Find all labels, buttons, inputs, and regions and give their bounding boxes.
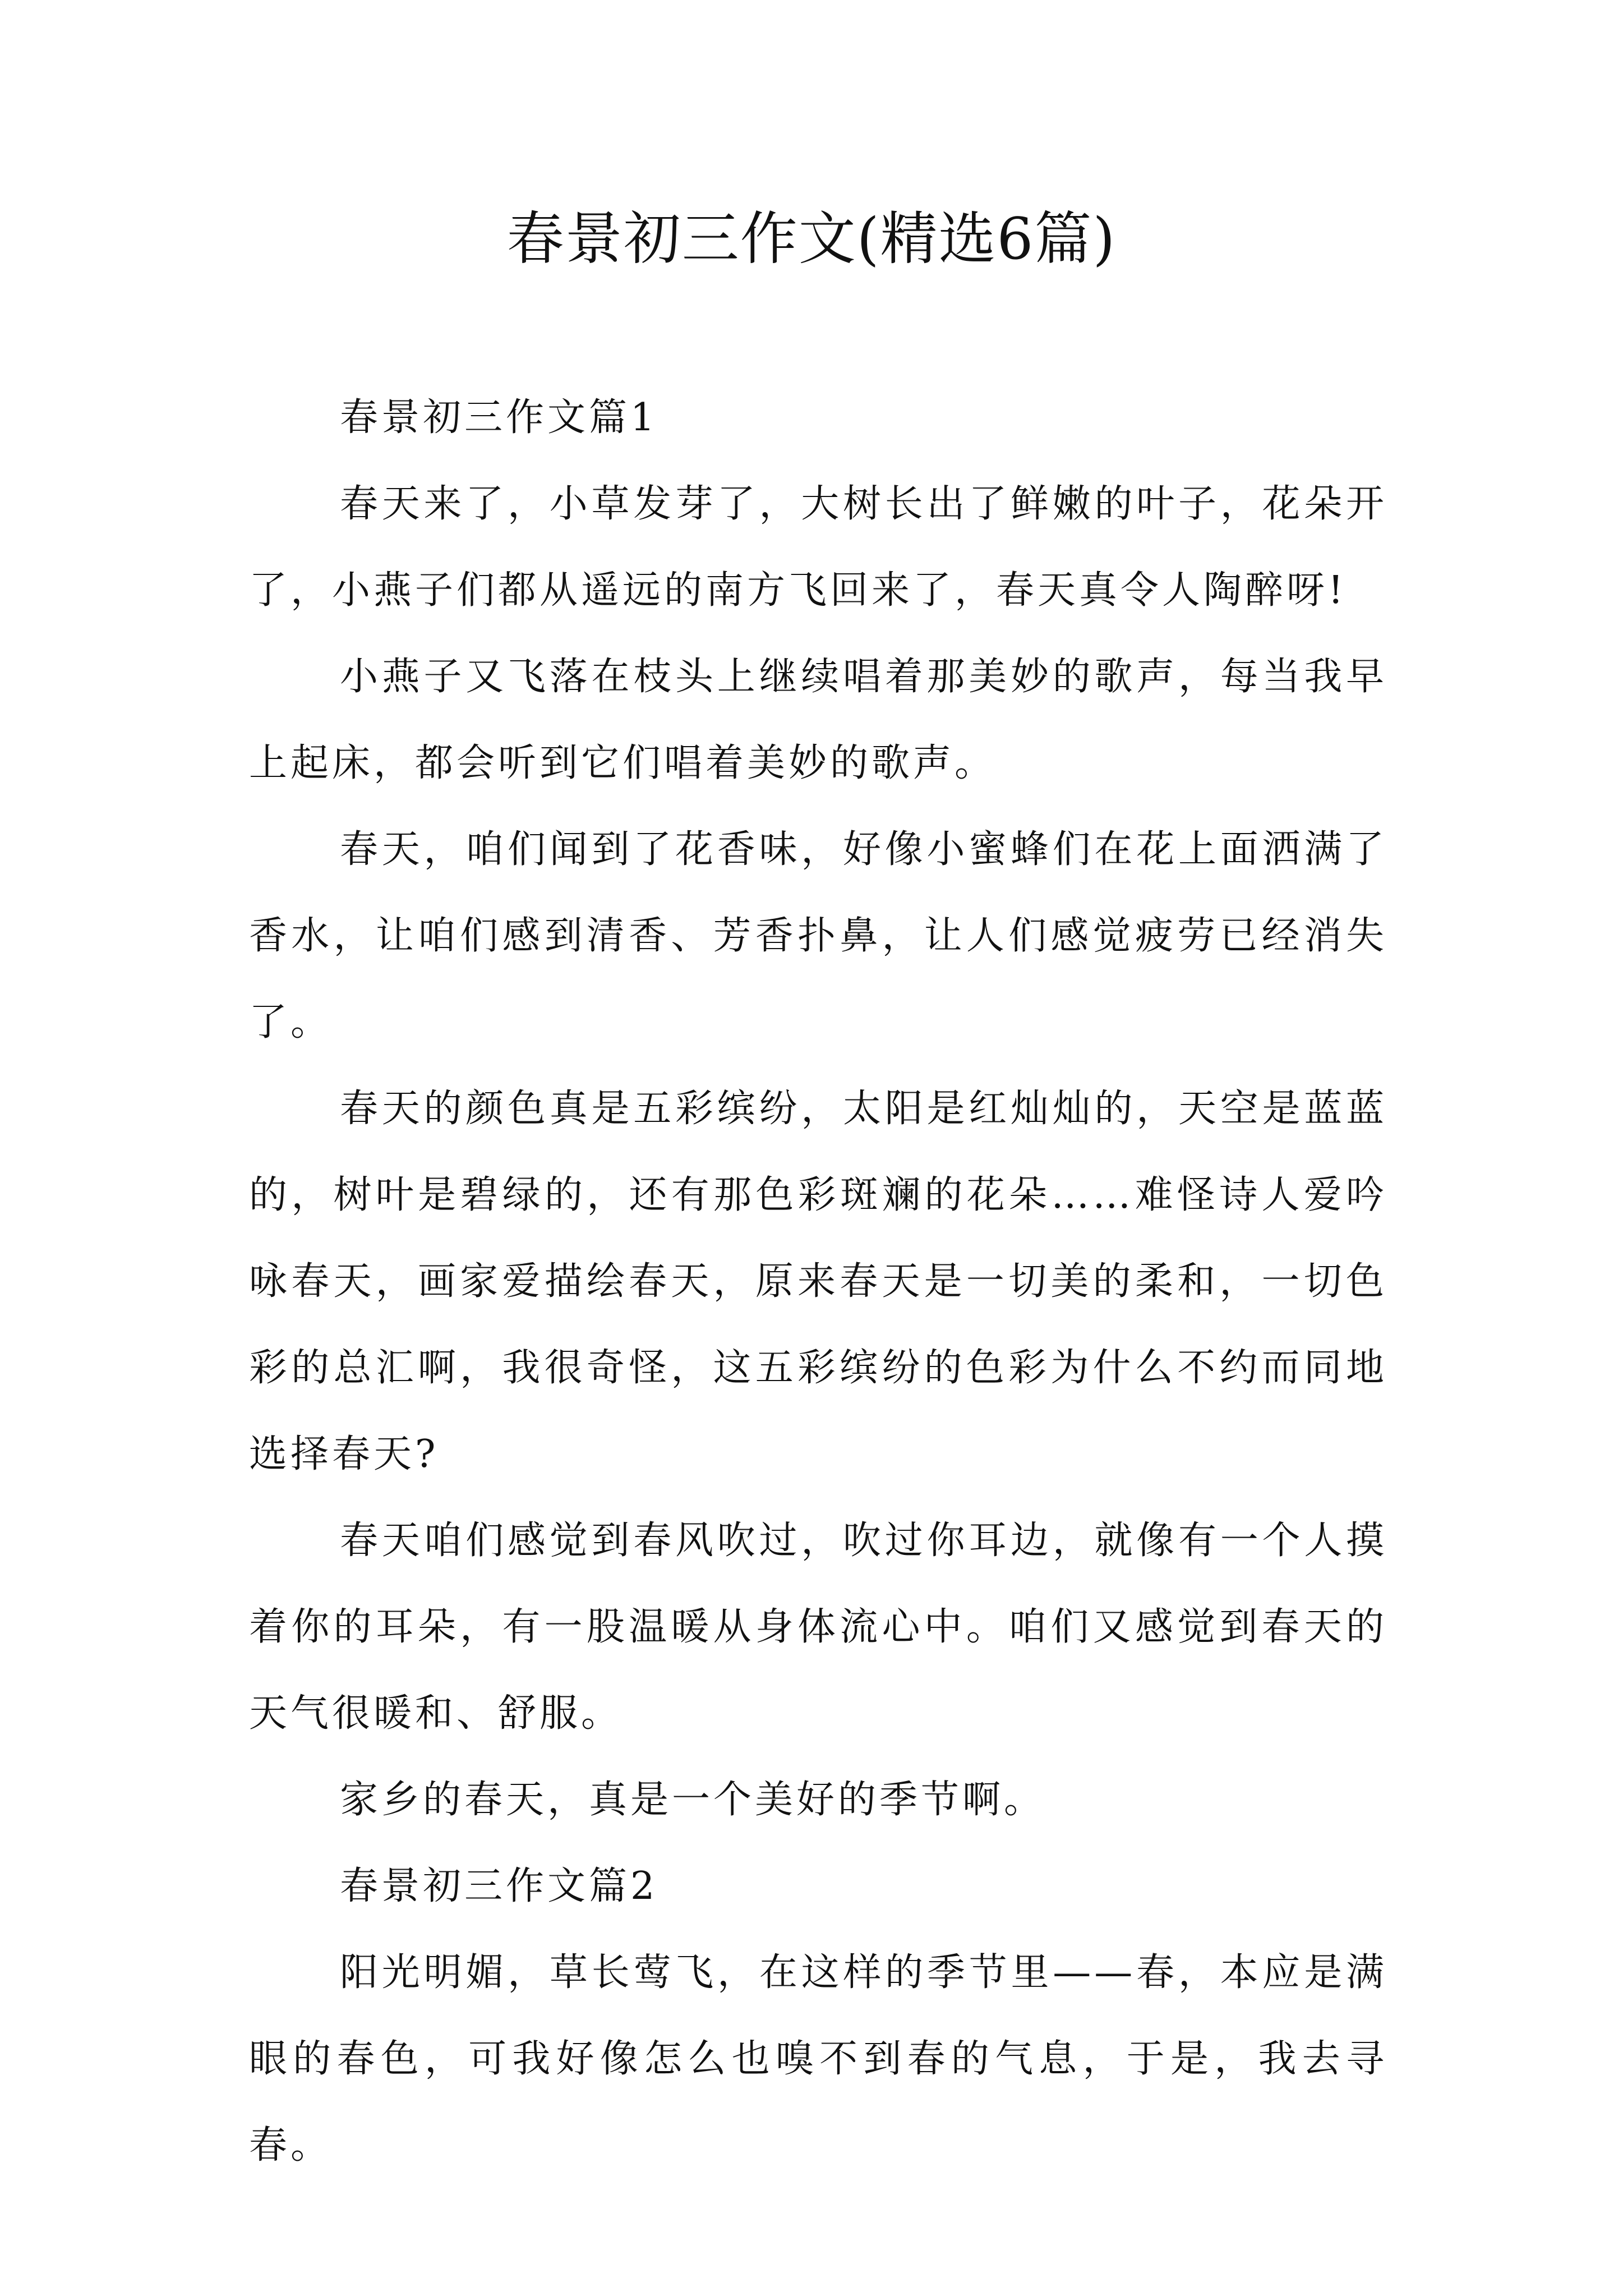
paragraph: 家乡的春天，真是一个美好的季节啊。 — [340, 1778, 1046, 1822]
paragraph: 春天的颜色真是五彩缤纷，太阳是红灿灿的，天空是蓝蓝的，树叶是碧绿的，还有那色彩斑斓的花朵……难怪诗人爱吟咏春天，画家爱描绘春天，原来春天是一切美的柔和，一切色彩的总汇啊，我很奇怪，这五彩缤纷的色彩为什么不约而同地选择春天? — [249, 1087, 1387, 1476]
paragraph: 春天，咱们闻到了花香味，好像小蜜蜂们在花上面洒满了香水，让咱们感到清香、芳香扑鼻，让人们感觉疲劳已经消失了。 — [249, 827, 1387, 1045]
paragraph: 小燕子又飞落在枝头上继续唱着那美妙的歌声，每当我早上起床，都会听到它们唱着美妙的歌声。 — [249, 655, 1387, 785]
paragraph: 春天来了，小草发芽了，大树长出了鲜嫩的叶子，花朵开了，小燕子们都从遥远的南方飞回来了，春天真令人陶醉呀! — [249, 482, 1387, 613]
document-title: 春景初三作文(精选6篇) — [506, 206, 1117, 273]
document-body — [249, 375, 1387, 2189]
paragraph: 阳光明媚，草长莺飞，在这样的季节里——春，本应是满眼的春色，可我好像怎么也嗅不到春的气息，于是，我去寻春。 — [249, 1950, 1387, 2168]
section-heading-1: 春景初三作文篇1 — [340, 395, 658, 440]
section-heading-2: 春景初三作文篇2 — [340, 1864, 658, 1908]
paragraph: 春天咱们感觉到春风吹过，吹过你耳边，就像有一个人摸着你的耳朵，有一股温暖从身体流心中。咱们又感觉到春天的天气很暖和、舒服。 — [249, 1519, 1387, 1736]
